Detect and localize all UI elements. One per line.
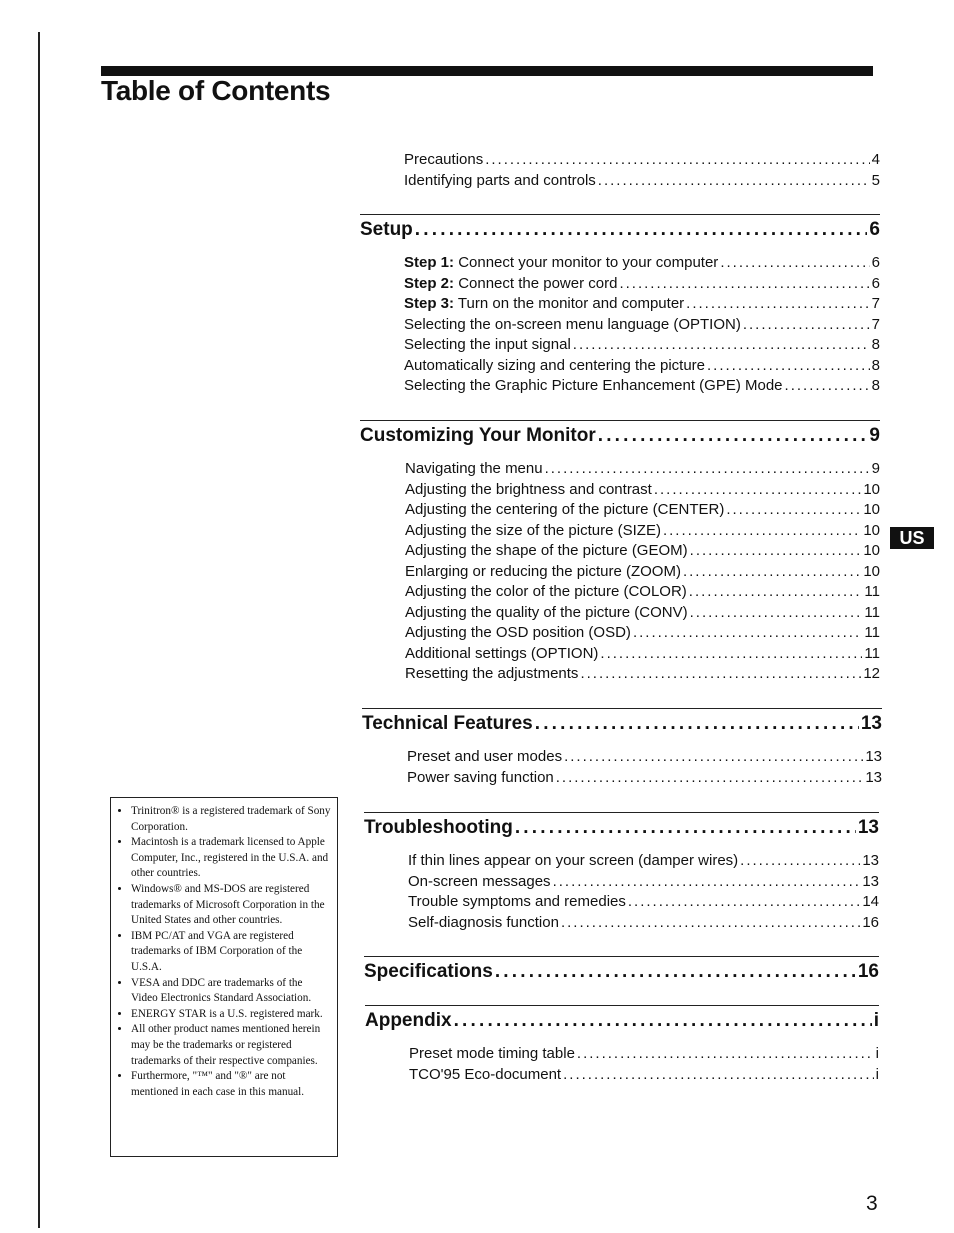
dot-leader xyxy=(564,747,863,768)
toc-entry[interactable] xyxy=(405,500,880,521)
entry-label: Adjusting the size of the picture (SIZE) xyxy=(405,521,661,539)
entry-label: Trouble symptoms and remedies xyxy=(408,893,626,910)
trademark-item: • Macintosh is a trademark licensed to Apple Computer, Inc., registered in the U.S.A. and other countries. xyxy=(131,835,331,882)
section-rule xyxy=(360,420,880,421)
entry-page: 10 xyxy=(863,480,880,498)
section-heading[interactable]: Setup ..... 6 xyxy=(360,219,880,241)
trademark-item: • Windows® and MS-DOS are registered trademarks of Microsoft Corporation in the United States and other countries. xyxy=(131,882,331,929)
toc-entry[interactable] xyxy=(409,1065,879,1086)
entry-label: TCO'95 Eco-document xyxy=(409,1065,562,1083)
toc-entry[interactable] xyxy=(404,150,880,171)
trademark-item: • IBM PC/AT and VGA are registered trademarks of IBM Corporation of the U.S.A. xyxy=(131,929,331,976)
toc-section-troubleshooting xyxy=(364,812,879,933)
dot-leader xyxy=(683,562,861,583)
entry-label: If thin lines appear on your screen (damper wires) xyxy=(408,852,739,869)
entry-page: 11 xyxy=(864,603,880,621)
dot-leader xyxy=(663,521,861,542)
entry-label: On-screen messages xyxy=(408,872,551,890)
toc-entry[interactable] xyxy=(405,562,880,583)
entry-page: 4 xyxy=(871,151,880,168)
toc-entry[interactable] xyxy=(404,335,880,356)
toc-entry[interactable] xyxy=(405,521,880,542)
entry-page: 10 xyxy=(863,562,880,580)
dot-leader xyxy=(561,913,860,934)
entry-label: Resetting the adjustments xyxy=(405,665,579,682)
dot-leader xyxy=(600,644,862,665)
toc-section-specifications xyxy=(364,956,879,983)
entry-page: 11 xyxy=(864,624,880,641)
entry-label: Identifying parts and controls xyxy=(404,171,596,189)
entry-page: i xyxy=(875,1045,879,1062)
entry-page: 12 xyxy=(863,665,880,682)
toc-entry[interactable] xyxy=(405,644,880,665)
entry-page: 8 xyxy=(871,377,880,394)
toc-section-setup xyxy=(360,214,880,397)
toc-entry[interactable] xyxy=(404,376,880,397)
dot-leader xyxy=(598,171,870,192)
dot-leader xyxy=(707,356,870,377)
dot-leader xyxy=(743,315,870,336)
dot-leader xyxy=(690,541,862,562)
entry-page: 10 xyxy=(863,501,880,518)
toc-entry[interactable] xyxy=(404,171,880,192)
language-tab: US xyxy=(890,527,934,549)
toc-entry[interactable] xyxy=(404,315,880,336)
entry-label: Automatically sizing and centering the picture xyxy=(404,356,705,374)
trademark-item: • VESA and DDC are trademarks of the Video Electronics Standard Association. xyxy=(131,976,331,1007)
toc-section-appendix xyxy=(365,1005,879,1085)
section-heading[interactable]: Customizing Your Monitor ..... 9 xyxy=(360,425,880,447)
toc-entry[interactable] xyxy=(405,541,880,562)
entry-label: Additional settings (OPTION) xyxy=(405,644,599,662)
entry-page: 5 xyxy=(871,171,880,189)
section-rule xyxy=(365,1005,879,1006)
dot-leader xyxy=(598,425,868,447)
entry-page: 16 xyxy=(862,913,879,931)
dot-leader xyxy=(690,603,863,624)
entry-page: 9 xyxy=(871,460,880,477)
dot-leader xyxy=(553,872,861,893)
dot-leader xyxy=(573,335,870,356)
entry-page: 10 xyxy=(863,542,880,559)
dot-leader xyxy=(535,713,859,735)
page-title: Table of Contents xyxy=(101,75,331,106)
trademark-item: • All other product names mentioned herein may be the trademarks or registered trademarks of their respective companies. xyxy=(131,1022,331,1069)
trademark-notice-box xyxy=(110,797,338,1157)
entry-label: Adjusting the color of the picture (COLOR) xyxy=(405,583,687,600)
section-rule xyxy=(360,214,880,215)
dot-leader xyxy=(654,480,861,501)
toc-entry[interactable] xyxy=(405,459,880,480)
toc-entry[interactable] xyxy=(409,1044,879,1065)
entry-label: Adjusting the quality of the picture (CONV) xyxy=(405,603,688,621)
entry-label: Step 3: Turn on the monitor and computer xyxy=(404,295,685,312)
entry-page: 13 xyxy=(862,872,879,890)
toc-entry[interactable] xyxy=(404,274,880,295)
dot-leader xyxy=(580,664,861,685)
toc-entry[interactable] xyxy=(405,603,880,624)
dot-leader xyxy=(495,961,856,983)
entry-label: Enlarging or reducing the picture (ZOOM) xyxy=(405,562,681,580)
section-rule xyxy=(362,708,882,709)
entry-page: 8 xyxy=(871,356,880,374)
toc-entry[interactable] xyxy=(404,294,880,315)
entry-label: Preset and user modes xyxy=(407,748,563,765)
section-heading[interactable]: Specifications ..... 16 xyxy=(364,961,879,983)
entry-label: Step 1: Connect your monitor to your computer xyxy=(404,254,719,271)
entry-page: 7 xyxy=(871,315,880,333)
entry-page: 8 xyxy=(871,336,880,353)
entry-page: 10 xyxy=(863,521,880,539)
toc-section-technical xyxy=(362,708,882,788)
entry-label: Adjusting the centering of the picture (CENTER) xyxy=(405,501,725,518)
toc-entry[interactable] xyxy=(404,356,880,377)
entry-label: Selecting the input signal xyxy=(404,336,571,353)
entry-label: Preset mode timing table xyxy=(409,1045,575,1062)
trademark-item: • Furthermore, "™" and "®" are not mentioned in each case in this manual. xyxy=(131,1069,331,1100)
entry-label: Power saving function xyxy=(407,768,554,786)
entry-label: Navigating the menu xyxy=(405,460,543,477)
entry-page: 11 xyxy=(864,583,880,600)
entry-page: 13 xyxy=(865,748,882,765)
dot-leader xyxy=(556,768,864,789)
dot-leader xyxy=(415,219,868,241)
entry-label: Precautions xyxy=(404,151,484,168)
toc-entry[interactable] xyxy=(407,768,882,789)
dot-leader xyxy=(577,1044,874,1065)
entry-label: Adjusting the shape of the picture (GEOM) xyxy=(405,542,688,559)
dot-leader xyxy=(726,500,861,521)
dot-leader xyxy=(633,623,862,644)
entry-label: Selecting the Graphic Picture Enhancement (GPE) Mode xyxy=(404,377,783,394)
section-rule xyxy=(364,812,879,813)
entry-label: Adjusting the OSD position (OSD) xyxy=(405,624,631,641)
toc-entry[interactable] xyxy=(408,872,879,893)
entry-page: 6 xyxy=(871,274,880,292)
page-number: 3 xyxy=(866,1192,878,1215)
section-heading[interactable]: Technical Features ..... 13 xyxy=(362,713,882,735)
entry-label: Selecting the on-screen menu language (OPTION) xyxy=(404,315,741,333)
dot-leader xyxy=(785,376,870,397)
entry-page: 14 xyxy=(862,893,879,910)
entry-page: 13 xyxy=(865,768,882,786)
entry-page: 11 xyxy=(864,644,880,662)
toc-section-customizing xyxy=(360,420,880,685)
toc-entry[interactable] xyxy=(408,892,879,913)
dot-leader xyxy=(515,817,856,839)
entry-label: Adjusting the brightness and contrast xyxy=(405,480,652,498)
binding-edge-line xyxy=(38,32,40,1228)
dot-leader xyxy=(454,1010,872,1032)
dot-leader xyxy=(619,274,869,295)
entry-label: Step 2: Connect the power cord xyxy=(404,274,618,292)
dot-leader xyxy=(689,582,863,603)
trademark-item: • Trinitron® is a registered trademark of Sony Corporation. xyxy=(131,804,331,835)
dot-leader xyxy=(545,459,870,480)
dot-leader xyxy=(720,253,869,274)
toc-entry[interactable] xyxy=(407,747,882,768)
entry-page: 7 xyxy=(871,295,880,312)
section-heading[interactable]: Troubleshooting ..... 13 xyxy=(364,817,879,839)
dot-leader xyxy=(686,294,870,315)
trademark-item: • ENERGY STAR is a U.S. registered mark. xyxy=(131,1007,331,1023)
dot-leader xyxy=(563,1065,874,1086)
toc-entry[interactable] xyxy=(405,664,880,685)
toc-entry[interactable] xyxy=(404,253,880,274)
toc-entry[interactable] xyxy=(405,480,880,501)
toc-entry[interactable] xyxy=(405,623,880,644)
dot-leader xyxy=(628,892,860,913)
toc-entry[interactable] xyxy=(408,851,879,872)
entry-page: 6 xyxy=(871,254,880,271)
entry-label: Self-diagnosis function xyxy=(408,913,559,931)
toc-entry[interactable] xyxy=(405,582,880,603)
section-heading[interactable]: Appendix ..... i xyxy=(365,1010,879,1032)
toc-intro xyxy=(360,150,880,191)
dot-leader xyxy=(485,150,869,171)
entry-page: i xyxy=(875,1065,879,1083)
dot-leader xyxy=(740,851,860,872)
entry-page: 13 xyxy=(862,852,879,869)
toc-entry[interactable] xyxy=(408,913,879,934)
section-rule xyxy=(364,956,879,957)
